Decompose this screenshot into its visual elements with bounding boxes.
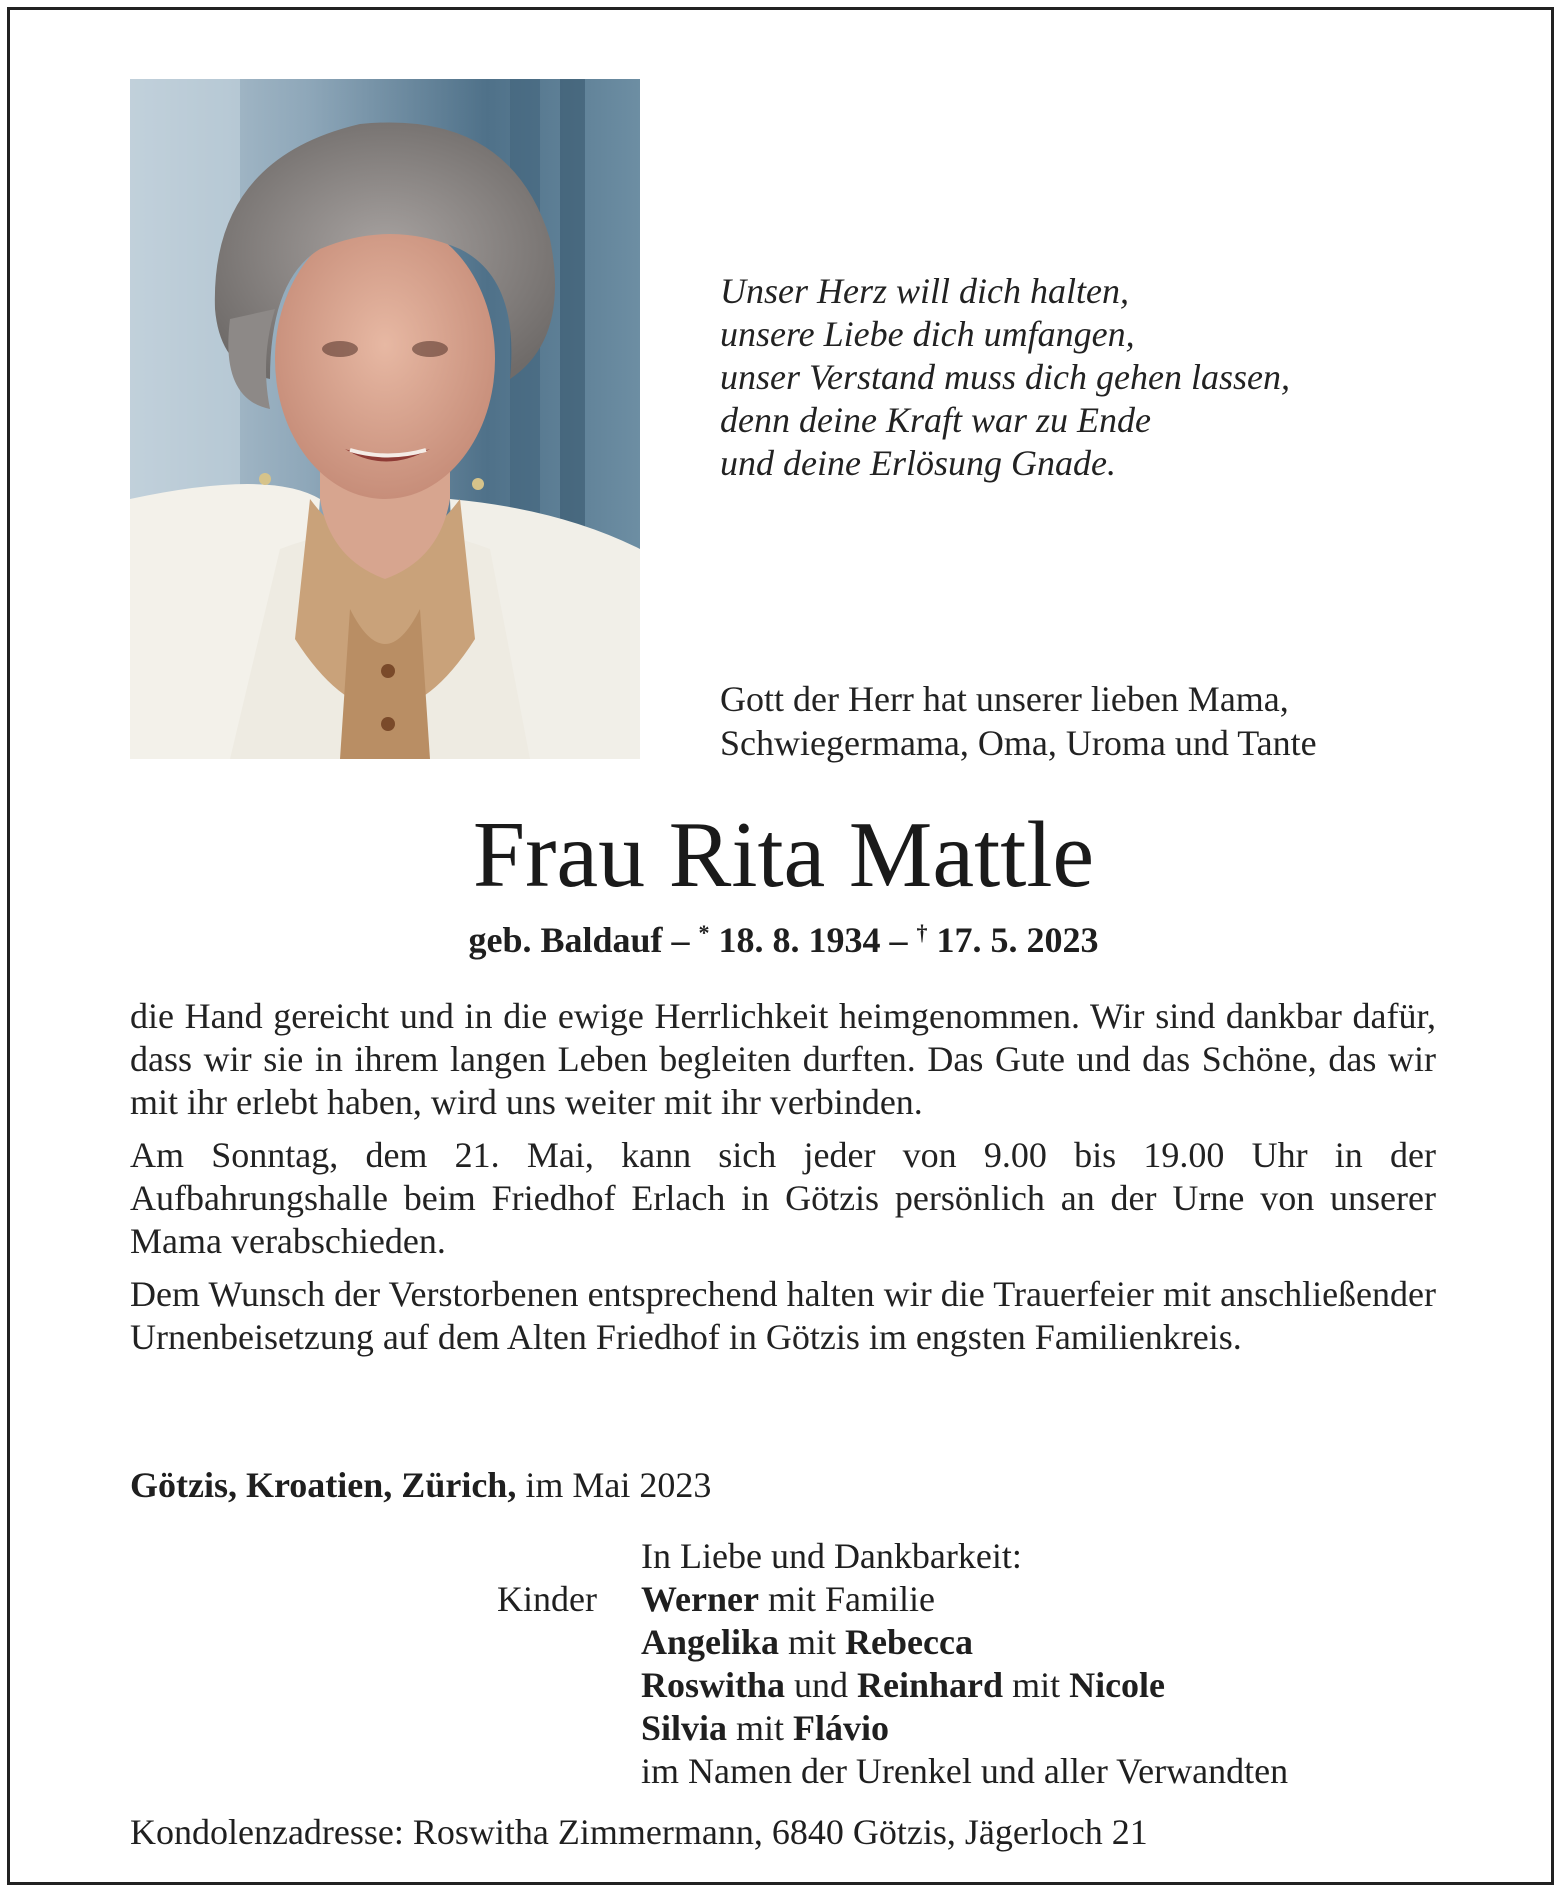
birth-date: 18. 8. 1934	[718, 920, 881, 960]
announcement-body	[130, 995, 1436, 1369]
spouse-name: Reinhard	[857, 1665, 1004, 1705]
relation-text: mit	[1012, 1665, 1061, 1705]
intro-text	[720, 677, 1317, 765]
body-paragraph: die Hand gereicht und in die ewige Herrlichkeit heimgenommen. Wir sind dankbar dafür, dass wir sie in ihrem langen Leben begleiten durften. Das Gute und das Schöne, das wir mit ihr erlebt haben, wird uns weiter mit ihr verbinden.	[130, 996, 1436, 1122]
poem-line: unser Verstand muss dich gehen lassen,	[720, 357, 1290, 397]
body-paragraph: Dem Wunsch der Verstorbenen entsprechend halten wir die Trauerfeier mit anschließender Urnenbeisetzung auf dem Alten Friedhof in Götzis im engsten Familienkreis.	[130, 1274, 1436, 1357]
body-paragraph: Am Sonntag, dem 21. Mai, kann sich jeder von 9.00 bis 19.00 Uhr in der Aufbahrungshalle beim Friedhof Erlach in Götzis persönlich an der Urne von unserer Mama verabschieden.	[130, 1135, 1436, 1261]
relation-text: mit Familie	[767, 1579, 935, 1619]
poem-line: und deine Erlösung Gnade.	[720, 443, 1116, 483]
relation-text: mit	[736, 1708, 785, 1748]
family-line-roswitha	[641, 1664, 1165, 1707]
place-date-line	[130, 1463, 711, 1507]
kinder-label: Kinder	[497, 1579, 597, 1619]
death-symbol: †	[916, 920, 928, 945]
family-signature	[497, 1535, 1288, 1793]
birth-symbol: *	[698, 920, 710, 945]
poem-line: unsere Liebe dich umfangen,	[720, 314, 1135, 354]
child-name: Silvia	[641, 1708, 728, 1748]
life-dates	[0, 918, 1567, 962]
relation-text: und	[794, 1665, 849, 1705]
child-name: Werner	[641, 1579, 759, 1619]
grandchild-name: Rebecca	[845, 1622, 973, 1662]
family-closing: im Namen der Urenkel und aller Verwandten	[641, 1751, 1289, 1791]
intro-line: Gott der Herr hat unserer lieben Mama,	[720, 679, 1289, 719]
relation-text: mit	[788, 1622, 837, 1662]
portrait-photo-icon	[130, 79, 640, 759]
poem-line: Unser Herz will dich halten,	[720, 271, 1129, 311]
family-heading: In Liebe und Dankbarkeit:	[641, 1536, 1022, 1576]
maiden-name: geb. Baldauf –	[468, 920, 690, 960]
family-line-werner	[641, 1578, 935, 1621]
deceased-name: Frau Rita Mattle	[472, 803, 1095, 907]
date-separator: –	[889, 920, 908, 960]
poem-line: denn deine Kraft war zu Ende	[720, 400, 1151, 440]
spouse-name: Flávio	[793, 1708, 890, 1748]
portrait-photo	[130, 79, 640, 759]
child-name: Angelika	[641, 1622, 780, 1662]
grandchild-name: Nicole	[1069, 1665, 1166, 1705]
condolence-address: Kondolenzadresse: Roswitha Zimmermann, 6840 Götzis, Jägerloch 21	[130, 1812, 1148, 1852]
poem	[720, 270, 1290, 485]
family-line-angelika	[641, 1621, 973, 1664]
place-date: im Mai 2023	[525, 1465, 712, 1505]
family-line-silvia	[641, 1707, 889, 1750]
intro-line: Schwiegermama, Oma, Uroma und Tante	[720, 723, 1317, 763]
child-name: Roswitha	[641, 1665, 786, 1705]
death-date: 17. 5. 2023	[936, 920, 1099, 960]
places: Götzis, Kroatien, Zürich,	[130, 1465, 517, 1505]
